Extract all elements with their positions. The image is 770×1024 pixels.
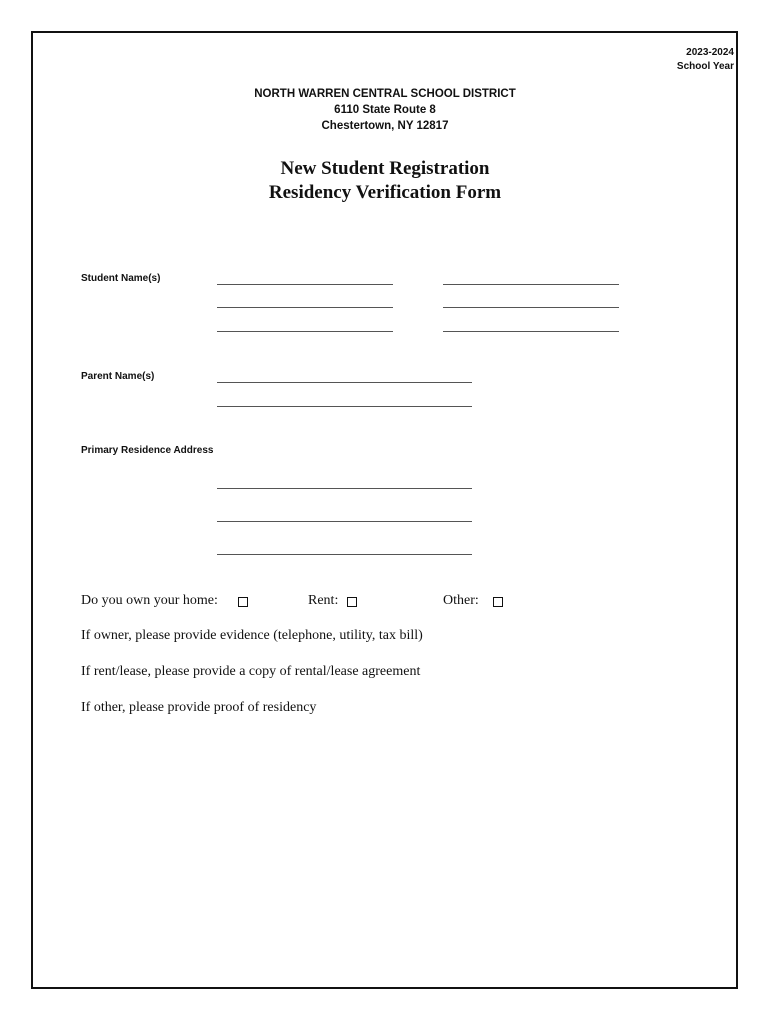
student-name-field-3[interactable]: [217, 307, 393, 308]
student-names-label: Student Name(s): [81, 273, 161, 284]
form-title-line2: Residency Verification Form: [268, 182, 502, 203]
own-home-checkbox[interactable]: [238, 597, 248, 607]
address-field-3[interactable]: [217, 554, 472, 555]
rent-checkbox[interactable]: [347, 597, 357, 607]
student-name-field-5[interactable]: [217, 331, 393, 332]
address-field-2[interactable]: [217, 521, 472, 522]
rent-label: Rent:: [308, 593, 339, 608]
parent-name-field-1[interactable]: [217, 382, 472, 383]
school-year-label: School Year: [676, 61, 734, 72]
school-year: [677, 46, 734, 74]
form-title: [0, 157, 770, 205]
own-home-label: Do you own your home:: [81, 593, 218, 608]
parent-names-label: Parent Name(s): [81, 371, 155, 382]
address-label: Primary Residence Address: [81, 445, 214, 456]
other-instruction: If other, please provide proof of residency: [81, 700, 317, 715]
student-name-field-1[interactable]: [217, 284, 393, 285]
address-field-1[interactable]: [217, 488, 472, 489]
district-header: [0, 86, 770, 134]
other-checkbox[interactable]: [493, 597, 503, 607]
district-name: NORTH WARREN CENTRAL SCHOOL DISTRICT: [254, 88, 516, 100]
district-city: Chestertown, NY 12817: [321, 120, 449, 132]
other-label: Other:: [443, 593, 479, 608]
student-name-field-4[interactable]: [443, 307, 619, 308]
student-name-field-6[interactable]: [443, 331, 619, 332]
school-year-range: 2023-2024: [686, 47, 734, 58]
parent-name-field-2[interactable]: [217, 406, 472, 407]
form-title-line1: New Student Registration: [280, 158, 490, 179]
rent-instruction: If rent/lease, please provide a copy of rental/lease agreement: [81, 664, 421, 679]
district-street: 6110 State Route 8: [334, 104, 436, 116]
owner-instruction: If owner, please provide evidence (telephone, utility, tax bill): [81, 628, 423, 643]
student-name-field-2[interactable]: [443, 284, 619, 285]
